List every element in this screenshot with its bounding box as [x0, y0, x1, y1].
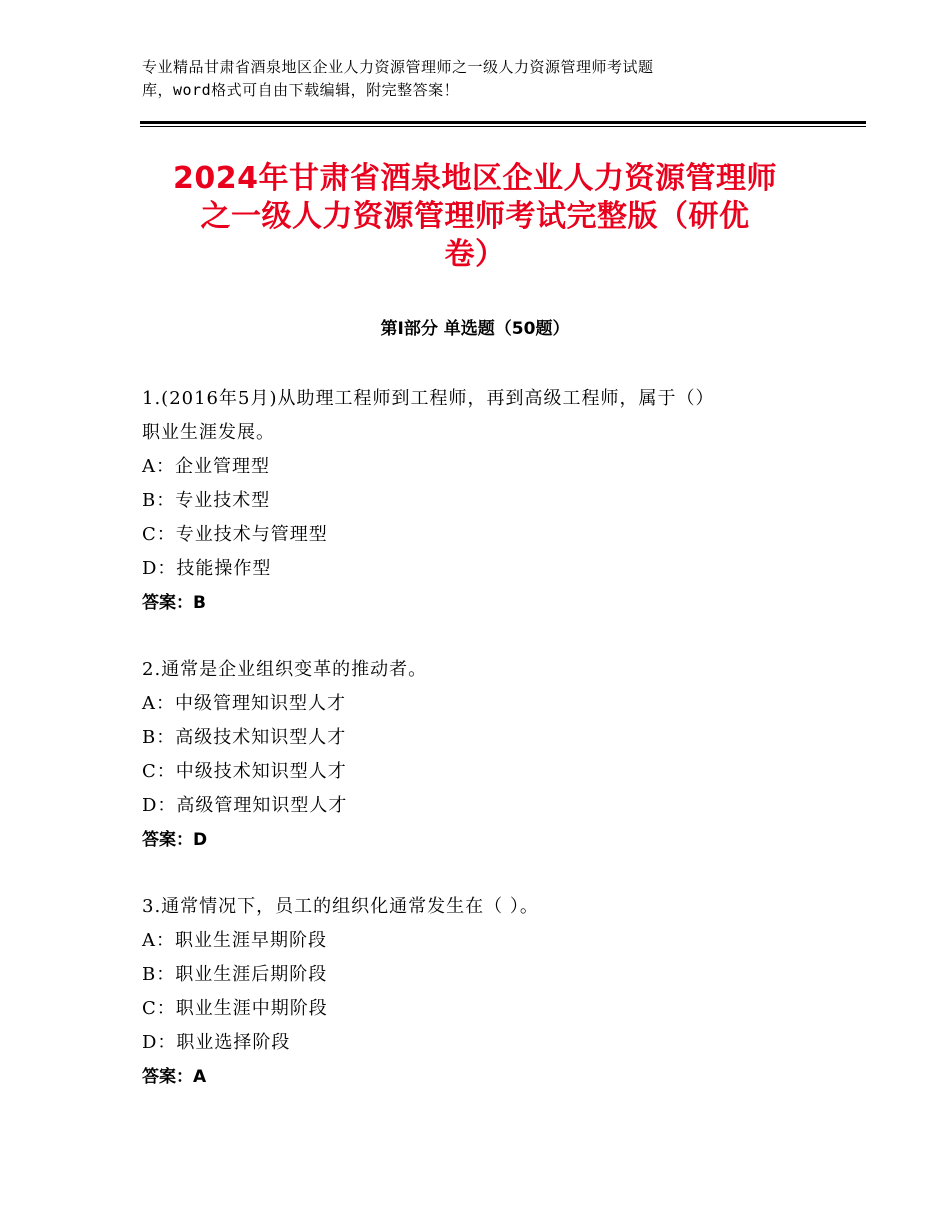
header-note-line: 库，word格式可自由下载编辑，附完整答案！ [142, 81, 460, 99]
header-divider-thick [140, 121, 866, 124]
question-2 [142, 653, 802, 857]
option-a: A：职业生涯早期阶段 [142, 930, 327, 951]
option-a: A：中级管理知识型人才 [142, 693, 346, 714]
question-3 [142, 890, 802, 1094]
question-stem: 1.(2016年5月)从助理工程师到工程师，再到高级工程师，属于（） [142, 388, 715, 409]
question-stem: 2.通常是企业组织变革的推动者。 [142, 659, 428, 680]
header-divider-thin [140, 126, 866, 127]
document-title-line: 2024年甘肃省酒泉地区企业人力资源管理师 [173, 161, 777, 196]
question-list [142, 382, 802, 1127]
option-c: C：中级技术知识型人才 [142, 761, 347, 782]
answer: 答案：B [142, 593, 206, 613]
option-b: B：职业生涯后期阶段 [142, 964, 328, 985]
document-title-line: 之一级人力资源管理师考试完整版（研优 [200, 199, 750, 234]
section-title: 第Ⅰ部分 单选题（50题） [380, 319, 570, 339]
option-d: D：职业选择阶段 [142, 1032, 291, 1053]
question-stem: 3.通常情况下，员工的组织化通常发生在（ ）。 [142, 896, 539, 917]
option-a: A：企业管理型 [142, 456, 270, 477]
header-note [142, 56, 782, 102]
option-b: B：高级技术知识型人才 [142, 727, 347, 748]
answer: 答案：A [142, 1067, 207, 1087]
document-title [120, 160, 830, 274]
header-note-line: 专业精品甘肃省酒泉地区企业人力资源管理师之一级人力资源管理师考试题 [142, 58, 654, 76]
option-c: C：职业生涯中期阶段 [142, 998, 328, 1019]
answer: 答案：D [142, 830, 208, 850]
document-title-line: 卷） [444, 237, 506, 272]
option-c: C：专业技术与管理型 [142, 524, 328, 545]
question-1 [142, 382, 802, 620]
option-d: D：高级管理知识型人才 [142, 795, 348, 816]
option-d: D：技能操作型 [142, 558, 272, 579]
question-stem-continued: 职业生涯发展。 [142, 422, 275, 443]
option-b: B：专业技术型 [142, 490, 271, 511]
